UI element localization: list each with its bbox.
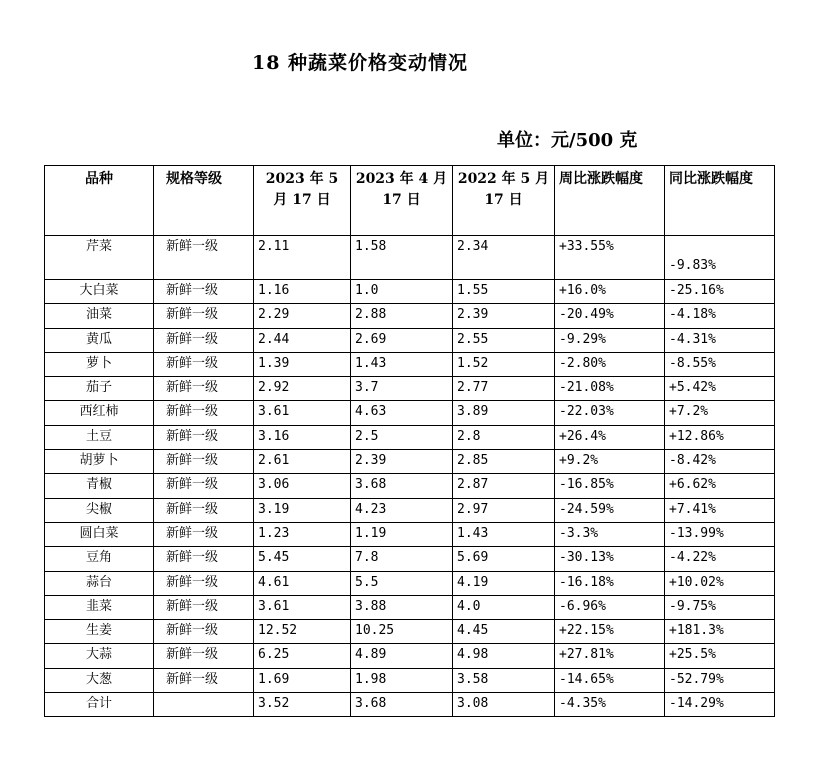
table-row	[45, 425, 775, 449]
cell-variety: 芹菜	[45, 236, 154, 280]
cell-week-change: +33.55%	[555, 236, 665, 280]
cell-price-2022-may: 4.0	[453, 595, 555, 619]
cell-price-2023-may: 1.16	[254, 280, 351, 304]
cell-year-change: -4.31%	[665, 328, 775, 352]
cell-price-2022-may: 2.8	[453, 425, 555, 449]
cell-variety: 西红柿	[45, 401, 154, 425]
table-row	[45, 236, 775, 280]
table-row	[45, 328, 775, 352]
table-row	[45, 522, 775, 546]
cell-price-2023-may: 5.45	[254, 547, 351, 571]
header-2023-may: 2023 年 5 月 17 日	[254, 166, 351, 236]
cell-price-2023-apr: 1.0	[351, 280, 453, 304]
table-row	[45, 280, 775, 304]
cell-price-2023-apr: 4.63	[351, 401, 453, 425]
cell-week-change: -24.59%	[555, 498, 665, 522]
cell-grade: 新鲜一级	[154, 450, 254, 474]
cell-year-change: -14.29%	[665, 693, 775, 717]
cell-price-2022-may: 2.85	[453, 450, 555, 474]
header-year-change: 同比涨跌幅度	[665, 166, 775, 236]
cell-week-change: +16.0%	[555, 280, 665, 304]
cell-price-2023-apr: 3.7	[351, 377, 453, 401]
cell-variety: 豆角	[45, 547, 154, 571]
cell-variety: 萝卜	[45, 352, 154, 376]
cell-price-2023-may: 3.06	[254, 474, 351, 498]
cell-price-2022-may: 2.34	[453, 236, 555, 280]
cell-price-2023-may: 6.25	[254, 644, 351, 668]
cell-price-2022-may: 2.97	[453, 498, 555, 522]
cell-price-2023-apr: 2.5	[351, 425, 453, 449]
cell-price-2023-may: 2.44	[254, 328, 351, 352]
cell-grade: 新鲜一级	[154, 377, 254, 401]
cell-grade: 新鲜一级	[154, 280, 254, 304]
cell-price-2023-apr: 2.39	[351, 450, 453, 474]
cell-price-2022-may: 1.55	[453, 280, 555, 304]
cell-week-change: -6.96%	[555, 595, 665, 619]
cell-price-2022-may: 3.89	[453, 401, 555, 425]
cell-week-change: +9.2%	[555, 450, 665, 474]
cell-price-2023-apr: 3.88	[351, 595, 453, 619]
cell-week-change: +26.4%	[555, 425, 665, 449]
unit-label: 单位：元/500 克	[497, 130, 638, 151]
cell-price-2023-apr: 4.23	[351, 498, 453, 522]
cell-variety: 胡萝卜	[45, 450, 154, 474]
cell-grade: 新鲜一级	[154, 522, 254, 546]
cell-price-2022-may: 4.98	[453, 644, 555, 668]
cell-grade: 新鲜一级	[154, 425, 254, 449]
header-2023-apr: 2023 年 4 月 17 日	[351, 166, 453, 236]
table-row	[45, 377, 775, 401]
table-header-row	[45, 166, 775, 236]
cell-price-2022-may: 2.55	[453, 328, 555, 352]
table-row	[45, 547, 775, 571]
cell-variety: 生姜	[45, 620, 154, 644]
cell-price-2023-apr: 1.19	[351, 522, 453, 546]
price-table	[44, 165, 775, 717]
cell-price-2022-may: 3.08	[453, 693, 555, 717]
table-body	[45, 236, 775, 717]
table-row	[45, 693, 775, 717]
cell-week-change: -16.85%	[555, 474, 665, 498]
cell-year-change: -4.22%	[665, 547, 775, 571]
cell-year-change: -4.18%	[665, 304, 775, 328]
cell-grade: 新鲜一级	[154, 401, 254, 425]
cell-grade	[154, 693, 254, 717]
table-row	[45, 571, 775, 595]
header-2022-may: 2022 年 5 月 17 日	[453, 166, 555, 236]
cell-price-2023-may: 2.11	[254, 236, 351, 280]
cell-year-change: +6.62%	[665, 474, 775, 498]
cell-price-2022-may: 2.77	[453, 377, 555, 401]
cell-variety: 尖椒	[45, 498, 154, 522]
cell-price-2023-may: 3.61	[254, 401, 351, 425]
cell-year-change: -25.16%	[665, 280, 775, 304]
cell-price-2023-may: 2.29	[254, 304, 351, 328]
cell-year-change: +10.02%	[665, 571, 775, 595]
cell-year-change: -52.79%	[665, 668, 775, 692]
table-row	[45, 668, 775, 692]
cell-price-2023-apr: 2.88	[351, 304, 453, 328]
cell-price-2023-apr: 3.68	[351, 693, 453, 717]
header-grade: 规格等级	[154, 166, 254, 236]
cell-week-change: -4.35%	[555, 693, 665, 717]
cell-year-change: -13.99%	[665, 522, 775, 546]
cell-variety: 韭菜	[45, 595, 154, 619]
cell-grade: 新鲜一级	[154, 474, 254, 498]
table-row	[45, 644, 775, 668]
cell-price-2023-may: 2.61	[254, 450, 351, 474]
cell-week-change: +22.15%	[555, 620, 665, 644]
cell-variety: 大葱	[45, 668, 154, 692]
cell-grade: 新鲜一级	[154, 498, 254, 522]
cell-grade: 新鲜一级	[154, 571, 254, 595]
cell-year-change: -9.75%	[665, 595, 775, 619]
cell-grade: 新鲜一级	[154, 644, 254, 668]
cell-variety: 圆白菜	[45, 522, 154, 546]
table-row	[45, 620, 775, 644]
header-week-change: 周比涨跌幅度	[555, 166, 665, 236]
page-title: 18 种蔬菜价格变动情况	[251, 52, 469, 74]
cell-year-change: -9.83%	[665, 236, 775, 280]
cell-variety: 油菜	[45, 304, 154, 328]
table-row	[45, 595, 775, 619]
table-row	[45, 450, 775, 474]
cell-price-2022-may: 3.58	[453, 668, 555, 692]
cell-price-2023-apr: 1.98	[351, 668, 453, 692]
cell-year-change: -8.42%	[665, 450, 775, 474]
cell-variety: 大白菜	[45, 280, 154, 304]
cell-price-2022-may: 4.19	[453, 571, 555, 595]
table-row	[45, 498, 775, 522]
cell-price-2023-may: 3.61	[254, 595, 351, 619]
cell-price-2023-apr: 10.25	[351, 620, 453, 644]
cell-grade: 新鲜一级	[154, 668, 254, 692]
cell-year-change: +7.2%	[665, 401, 775, 425]
cell-price-2022-may: 1.52	[453, 352, 555, 376]
cell-week-change: -20.49%	[555, 304, 665, 328]
cell-year-change: -8.55%	[665, 352, 775, 376]
cell-grade: 新鲜一级	[154, 352, 254, 376]
cell-grade: 新鲜一级	[154, 236, 254, 280]
cell-price-2023-apr: 1.43	[351, 352, 453, 376]
cell-price-2023-apr: 4.89	[351, 644, 453, 668]
cell-week-change: -30.13%	[555, 547, 665, 571]
cell-price-2023-may: 2.92	[254, 377, 351, 401]
cell-price-2022-may: 2.87	[453, 474, 555, 498]
cell-price-2023-apr: 3.68	[351, 474, 453, 498]
cell-grade: 新鲜一级	[154, 304, 254, 328]
cell-price-2023-may: 3.52	[254, 693, 351, 717]
cell-year-change: +7.41%	[665, 498, 775, 522]
table-row	[45, 474, 775, 498]
cell-price-2023-may: 3.19	[254, 498, 351, 522]
cell-grade: 新鲜一级	[154, 595, 254, 619]
cell-variety: 茄子	[45, 377, 154, 401]
cell-price-2023-may: 12.52	[254, 620, 351, 644]
cell-grade: 新鲜一级	[154, 328, 254, 352]
cell-grade: 新鲜一级	[154, 547, 254, 571]
cell-price-2023-may: 3.16	[254, 425, 351, 449]
cell-year-change: +5.42%	[665, 377, 775, 401]
cell-week-change: -14.65%	[555, 668, 665, 692]
cell-price-2023-apr: 2.69	[351, 328, 453, 352]
table-row	[45, 352, 775, 376]
cell-week-change: -21.08%	[555, 377, 665, 401]
cell-week-change: +27.81%	[555, 644, 665, 668]
cell-variety: 合计	[45, 693, 154, 717]
cell-price-2022-may: 4.45	[453, 620, 555, 644]
cell-price-2023-may: 1.23	[254, 522, 351, 546]
cell-year-change: +12.86%	[665, 425, 775, 449]
cell-variety: 大蒜	[45, 644, 154, 668]
cell-grade: 新鲜一级	[154, 620, 254, 644]
header-variety: 品种	[45, 166, 154, 236]
cell-week-change: -2.80%	[555, 352, 665, 376]
cell-price-2023-apr: 1.58	[351, 236, 453, 280]
table-row	[45, 304, 775, 328]
cell-price-2022-may: 1.43	[453, 522, 555, 546]
cell-price-2023-apr: 7.8	[351, 547, 453, 571]
cell-price-2023-may: 4.61	[254, 571, 351, 595]
cell-week-change: -16.18%	[555, 571, 665, 595]
cell-year-change: +181.3%	[665, 620, 775, 644]
cell-variety: 土豆	[45, 425, 154, 449]
cell-price-2022-may: 5.69	[453, 547, 555, 571]
cell-price-2023-apr: 5.5	[351, 571, 453, 595]
cell-variety: 青椒	[45, 474, 154, 498]
cell-week-change: -22.03%	[555, 401, 665, 425]
cell-year-change: +25.5%	[665, 644, 775, 668]
cell-variety: 黄瓜	[45, 328, 154, 352]
cell-week-change: -9.29%	[555, 328, 665, 352]
cell-price-2023-may: 1.39	[254, 352, 351, 376]
cell-variety: 蒜台	[45, 571, 154, 595]
table-row	[45, 401, 775, 425]
cell-week-change: -3.3%	[555, 522, 665, 546]
cell-price-2022-may: 2.39	[453, 304, 555, 328]
cell-price-2023-may: 1.69	[254, 668, 351, 692]
